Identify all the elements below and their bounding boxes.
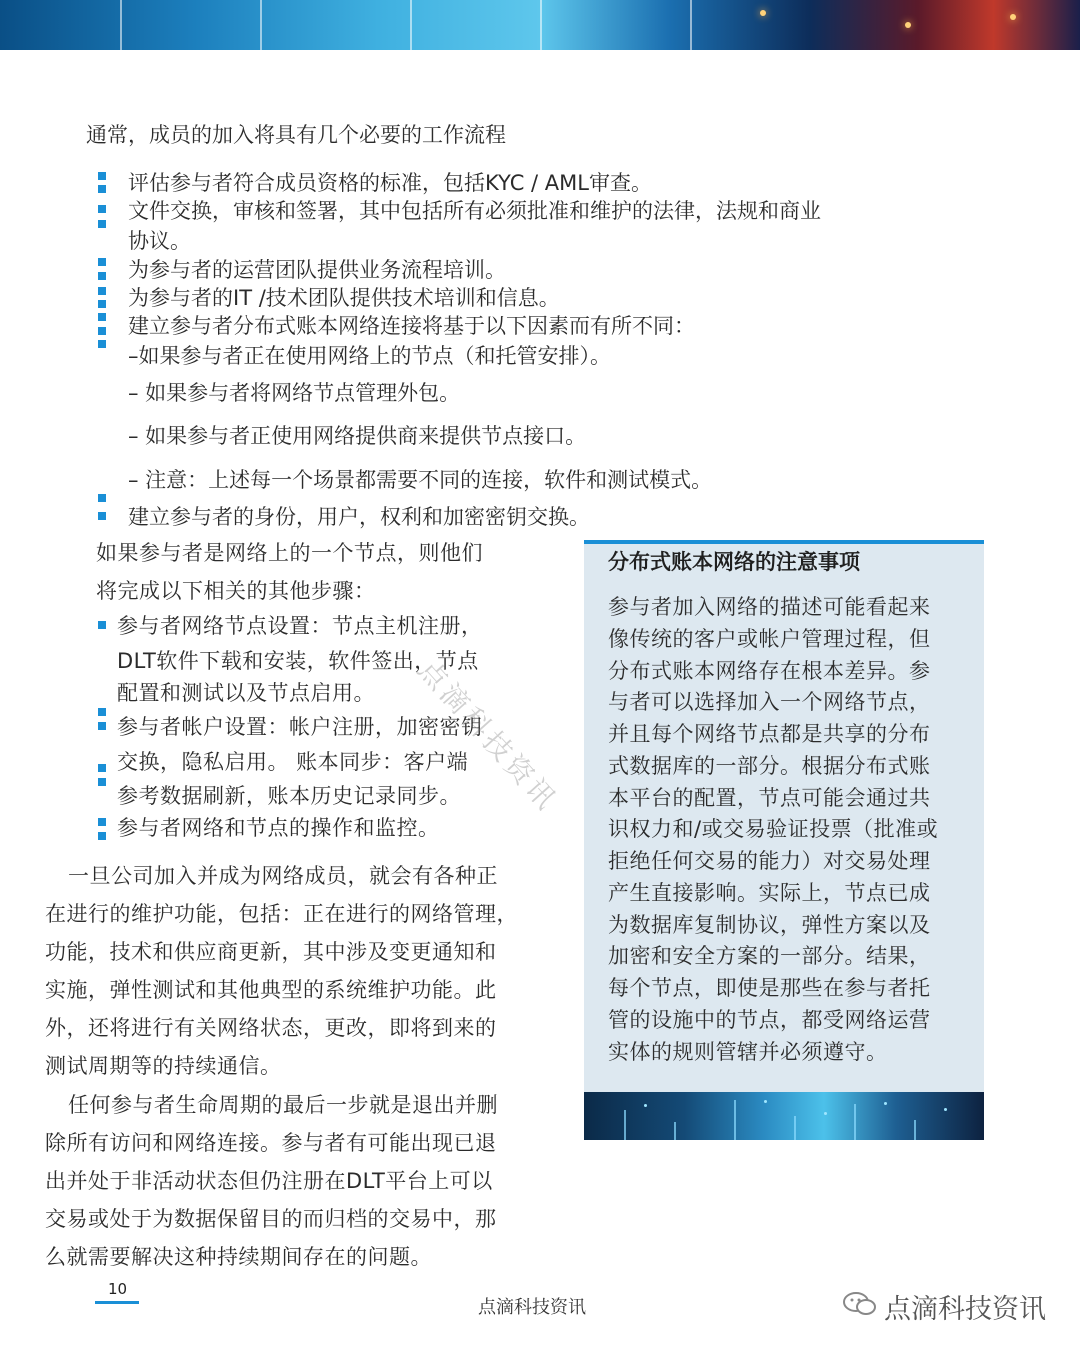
- art-dot: [944, 1108, 947, 1111]
- blue-square-icon: [98, 708, 106, 716]
- body-paragraph-line: 交易或处于为数据保留目的而归档的交易中，那: [45, 1207, 497, 1231]
- sidebar-box: [584, 540, 984, 1140]
- step-line: 参与者网络和节点的操作和监控。: [117, 816, 440, 840]
- art-bar: [914, 1120, 916, 1140]
- sidebar-line: 式数据库的一部分。根据分布式账: [608, 754, 931, 778]
- body-paragraph-line: 一旦公司加入并成为网络成员，就会有各种正: [68, 864, 498, 888]
- step-line: 参考数据刷新，账本历史记录同步。: [117, 784, 461, 808]
- bullet-item: 为参与者的运营团队提供业务流程培训。: [128, 258, 506, 282]
- page-number: 10: [108, 1280, 128, 1298]
- banner-light-streak: [260, 0, 262, 50]
- blue-square-icon: [98, 272, 106, 280]
- body-paragraph-line: 么就需要解决这种持续期间存在的问题。: [45, 1245, 432, 1269]
- blue-square-icon: [98, 494, 106, 502]
- sidebar-title: 分布式账本网络的注意事项: [608, 550, 860, 574]
- sidebar-line: 与者可以选择加入一个网络节点，: [608, 690, 931, 714]
- banner-light-streak: [120, 0, 122, 50]
- banner-light-streak: [690, 0, 692, 50]
- bullet-item-cont: 协议。: [128, 229, 191, 253]
- blue-square-icon: [98, 778, 106, 786]
- blue-square-icon: [98, 818, 106, 826]
- body-paragraph-line: 功能，技术和供应商更新，其中涉及变更通知和: [45, 940, 497, 964]
- banner-light-streak: [410, 0, 412, 50]
- art-bar: [734, 1100, 736, 1140]
- sidebar-line: 像传统的客户或帐户管理过程，但: [608, 627, 931, 651]
- dash-item: – 注意：上述每一个场景都需要不同的连接，软件和测试模式。: [128, 468, 713, 492]
- sidebar-line: 识权力和/或交易验证投票（批准或: [608, 817, 939, 841]
- blue-square-icon: [98, 621, 106, 629]
- bullet-item: 评估参与者符合成员资格的标准，包括KYC / AML审查。: [128, 171, 652, 195]
- intro-text: 通常，成员的加入将具有几个必要的工作流程: [86, 123, 506, 147]
- page-number-rule: [95, 1301, 139, 1304]
- sidebar-line: 拒绝任何交易的能力）对交易处理: [608, 849, 931, 873]
- banner-glow: [905, 22, 911, 28]
- wechat-icon: [842, 1290, 878, 1318]
- watermark-text: 点滴科技资讯: [411, 653, 565, 819]
- art-dot: [884, 1102, 887, 1105]
- bullet-item: 为参与者的IT /技术团队提供技术培训和信息。: [128, 286, 560, 310]
- sidebar-line: 加密和安全方案的一部分。结果，: [608, 944, 931, 968]
- step-line: 配置和测试以及节点启用。: [117, 681, 375, 705]
- sidebar-line: 实体的规则管辖并必须遵守。: [608, 1040, 888, 1064]
- art-bar: [624, 1110, 626, 1140]
- step-line: 交换，隐私启用。 账本同步：客户端: [117, 750, 469, 774]
- sidebar-line: 产生直接影响。实际上，节点已成: [608, 881, 931, 905]
- blue-square-icon: [98, 327, 106, 335]
- art-dot: [644, 1104, 647, 1107]
- banner-glow: [1010, 14, 1016, 20]
- blue-square-icon: [98, 172, 106, 180]
- art-bar: [854, 1104, 856, 1140]
- body-paragraph-line: 出并处于非活动状态但仍注册在DLT平台上可以: [45, 1169, 493, 1193]
- blue-square-icon: [98, 185, 106, 193]
- sidebar-line: 参与者加入网络的描述可能看起来: [608, 595, 931, 619]
- body-paragraph-line: 除所有访问和网络连接。参与者有可能出现已退: [45, 1131, 497, 1155]
- blue-square-icon: [98, 258, 106, 266]
- art-dot: [764, 1100, 767, 1103]
- dash-item: – 如果参与者将网络节点管理外包。: [128, 381, 461, 405]
- bullet-item: 建立参与者分布式账本网络连接将基于以下因素而有所不同：: [128, 314, 695, 338]
- wechat-label: 点滴科技资讯: [884, 1294, 1046, 1325]
- left-intro-line: 将完成以下相关的其他步骤：: [96, 579, 376, 603]
- bullet-item: 文件交换，审核和签署，其中包括所有必须批准和维护的法律，法规和商业: [128, 199, 821, 223]
- blue-square-icon: [98, 300, 106, 308]
- sidebar-line: 分布式账本网络存在根本差异。参: [608, 659, 931, 683]
- sidebar-line: 本平台的配置，节点可能会通过共: [608, 786, 931, 810]
- blue-square-icon: [98, 512, 106, 520]
- footer-brand: 点滴科技资讯: [478, 1297, 586, 1318]
- body-paragraph-line: 实施，弹性测试和其他典型的系统维护功能。此: [45, 978, 497, 1002]
- body-paragraph-line: 测试周期等的持续通信。: [45, 1054, 282, 1078]
- body-paragraph-line: 任何参与者生命周期的最后一步就是退出并删: [68, 1093, 498, 1117]
- body-paragraph-line: 在进行的维护功能，包括：正在进行的网络管理，: [45, 902, 518, 926]
- blue-square-icon: [98, 313, 106, 321]
- step-line: 参与者网络节点设置：节点主机注册，: [117, 614, 483, 638]
- blue-square-icon: [98, 205, 106, 213]
- banner-light-streak: [540, 0, 542, 50]
- sidebar-decorative-image: [584, 1092, 984, 1140]
- blue-square-icon: [98, 764, 106, 772]
- art-dot: [824, 1112, 827, 1115]
- blue-square-icon: [98, 287, 106, 295]
- blue-square-icon: [98, 220, 106, 228]
- sidebar-line: 管的设施中的节点，都受网络运营: [608, 1008, 931, 1032]
- banner-glow: [760, 10, 766, 16]
- blue-square-icon: [98, 832, 106, 840]
- sidebar-line: 并且每个网络节点都是共享的分布: [608, 722, 931, 746]
- bullet-item: 建立参与者的身份，用户，权利和加密密钥交换。: [128, 505, 590, 529]
- bullet-item-cont: –如果参与者正在使用网络上的节点（和托管安排）。: [128, 344, 611, 368]
- blue-square-icon: [98, 340, 106, 348]
- sidebar-line: 每个节点，即使是那些在参与者托: [608, 976, 931, 1000]
- art-bar: [674, 1122, 676, 1140]
- step-line: 参与者帐户设置：帐户注册，加密密钥: [117, 715, 483, 739]
- art-bar: [794, 1116, 796, 1140]
- header-banner-image: [0, 0, 1080, 50]
- body-paragraph-line: 外，还将进行有关网络状态，更改，即将到来的: [45, 1016, 497, 1040]
- blue-square-icon: [98, 722, 106, 730]
- sidebar-line: 为数据库复制协议，弹性方案以及: [608, 913, 931, 937]
- left-intro-line: 如果参与者是网络上的一个节点，则他们: [96, 541, 483, 565]
- step-line: DLT软件下载和安装，软件签出，节点: [117, 649, 479, 673]
- dash-item: – 如果参与者正使用网络提供商来提供节点接口。: [128, 424, 587, 448]
